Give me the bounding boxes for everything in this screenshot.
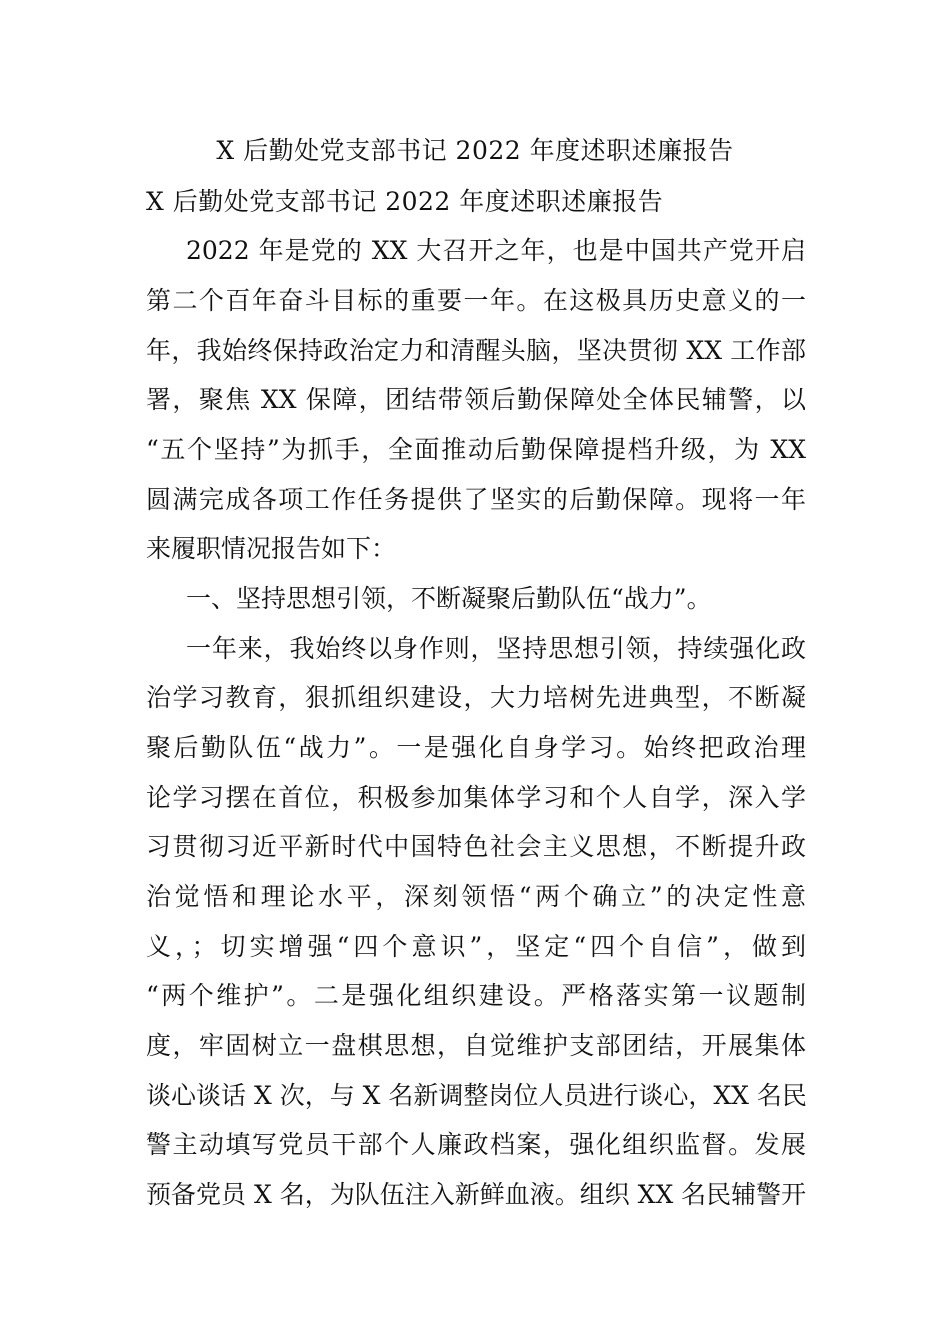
paragraph-line: 治觉悟和理论水平，深刻领悟“两个确立”的决定性意 [146,882,806,911]
paragraph-line: 圆满完成各项工作任务提供了坚实的后勤保障。现将一年 [146,485,806,514]
paragraph-line: 习贯彻习近平新时代中国特色社会主义思想，不断提升政 [146,832,806,861]
paragraph-line: “五个坚持”为抓手，全面推动后勤保障提档升级，为 XX [146,435,806,464]
paragraph-line: 治学习教育，狠抓组织建设，大力培树先进典型，不断凝 [146,683,806,712]
paragraph-line: 义，；切实增强“四个意识”，坚定“四个自信”，做到 [146,932,806,961]
paragraph-line: 署，聚焦 XX 保障，团结带领后勤保障处全体民辅警，以 [146,385,806,414]
document-subtitle: X 后勤处党支部书记 2022 年度述职述廉报告 [146,187,664,216]
paragraph-line: 预备党员 X 名，为队伍注入新鲜血液。组织 XX 名民辅警开 [146,1180,807,1209]
paragraph-line: 度，牢固树立一盘棋思想，自觉维护支部团结，开展集体 [146,1031,806,1060]
section-heading: 一、坚持思想引领，不断凝聚后勤队伍“战力”。 [186,584,712,613]
paragraph-line: 警主动填写党员干部个人廉政档案，强化组织监督。发展 [146,1130,806,1159]
paragraph-line: 2022 年是党的 XX 大召开之年，也是中国共产党开启 [186,236,806,265]
paragraph-line: 论学习摆在首位，积极参加集体学习和个人自学，深入学 [146,783,806,812]
paragraph-line: 聚后勤队伍“战力”。一是强化自身学习。始终把政治理 [146,733,806,762]
paragraph-line: 年，我始终保持政治定力和清醒头脑，坚决贯彻 XX 工作部 [146,336,806,365]
paragraph-line: 第二个百年奋斗目标的重要一年。在这极具历史意义的一 [146,286,806,315]
paragraph-line: “两个维护”。二是强化组织建设。严格落实第一议题制 [146,981,806,1010]
paragraph-line: 来履职情况报告如下： [146,534,397,563]
document-title: X 后勤处党支部书记 2022 年度述职述廉报告 [216,136,734,165]
paragraph-line: 一年来，我始终以身作则，坚持思想引领，持续强化政 [186,634,806,663]
paragraph-line: 谈心谈话 X 次，与 X 名新调整岗位人员进行谈心，XX 名民 [146,1081,807,1110]
